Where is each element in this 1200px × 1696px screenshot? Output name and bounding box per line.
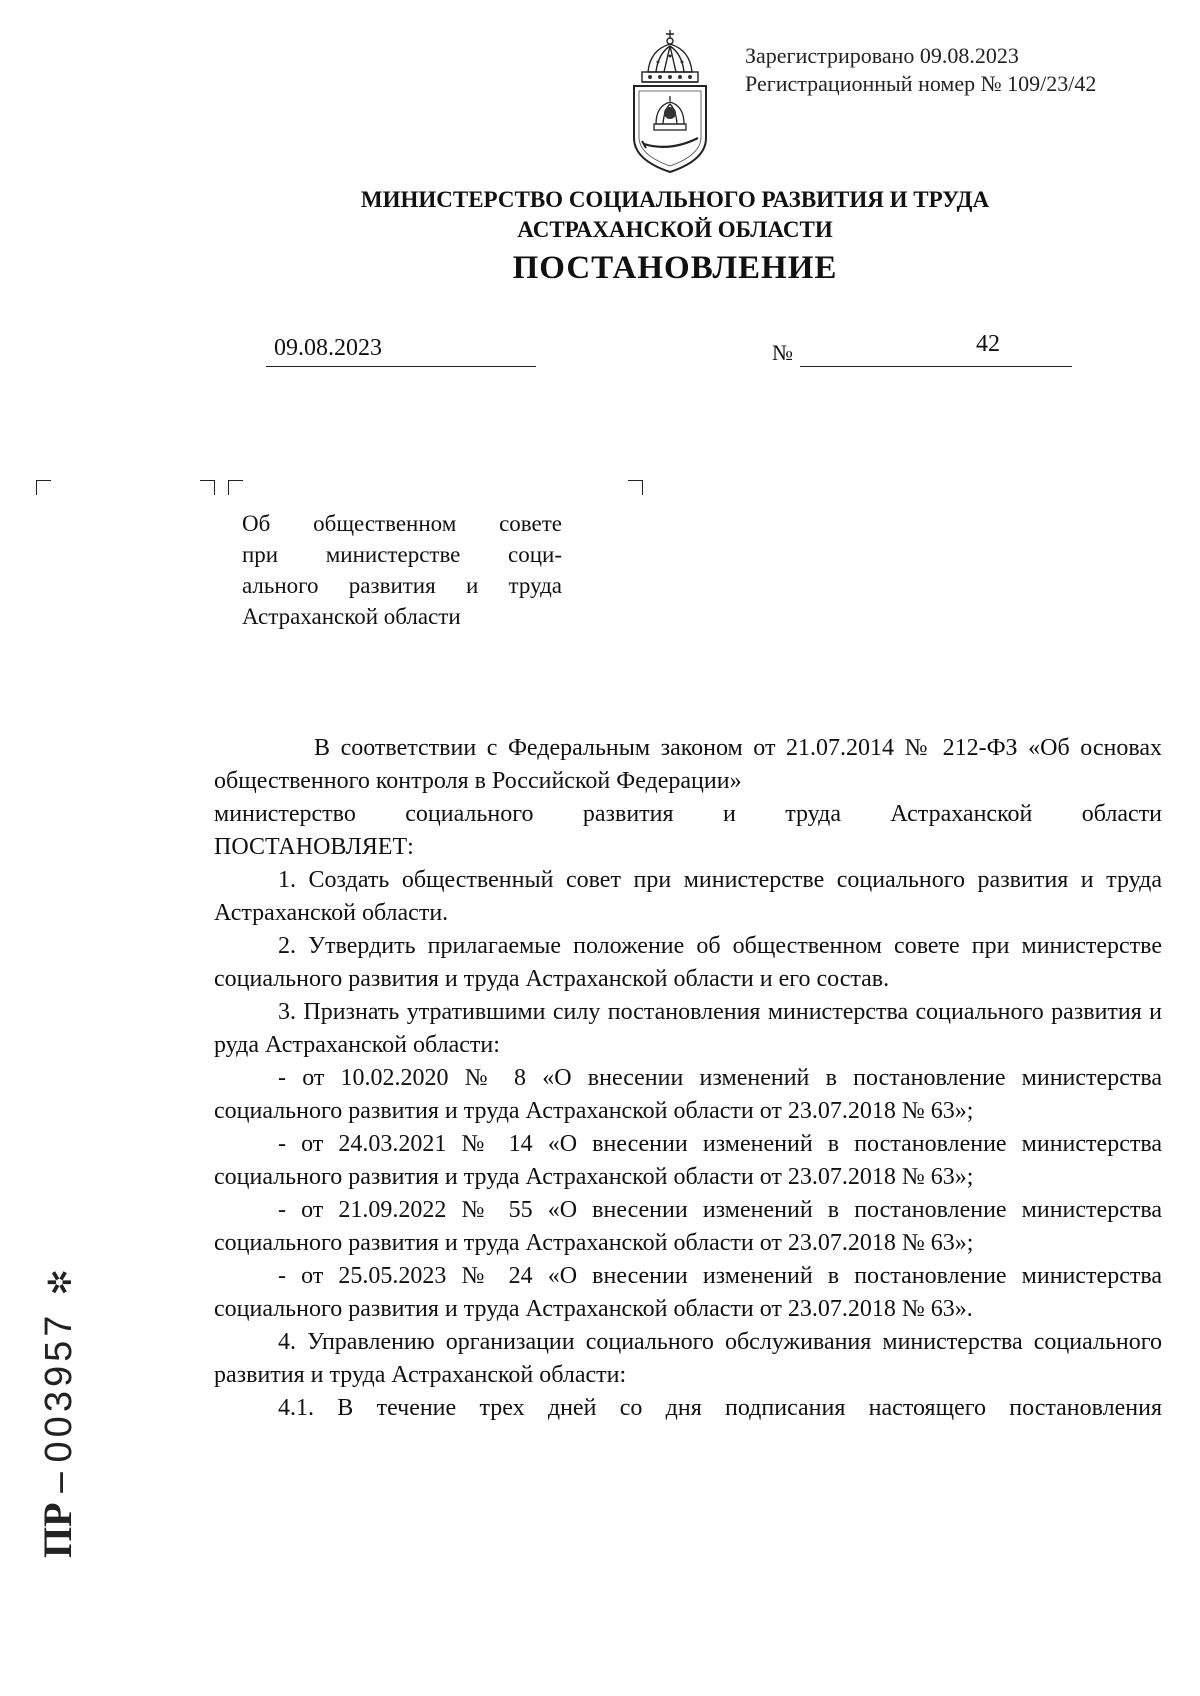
preamble: В соответствии с Федеральным законом от 21.07.2014 № 212-ФЗ «Об основах общественного контроля в Российской Федерации»	[214, 735, 1162, 794]
registration-stamp	[745, 42, 1096, 98]
corner-mark-mid-left	[228, 480, 243, 495]
asterisk-icon: ✲	[42, 1268, 78, 1296]
clause-3-sub-3: - от 21.09.2022 № 55 «О внесении изменений в постановление министерства социального развития и труда Астраханской области от 23.07.2018 № 63»;	[214, 1197, 1162, 1256]
clause-1: 1. Создать общественный совет при министерстве социального развития и труда Астраханской области.	[214, 867, 1162, 926]
subject-line: Об общественном совете	[242, 511, 562, 536]
registration-date: Зарегистрировано 09.08.2023	[745, 43, 1019, 68]
subject-line: ального развития и труда	[242, 573, 562, 598]
subject-line: Астраханской области	[242, 604, 461, 629]
clause-4-1: 4.1. В течение трех дней со дня подписания настоящего постановления	[278, 1395, 1162, 1421]
clause-4: 4. Управлению организации социального обслуживания министерства социального развития и труда Астраханской области:	[214, 1329, 1162, 1388]
ministry-name-line2: АСТРАХАНСКОЙ ОБЛАСТИ	[517, 217, 833, 242]
subject-line: при министерстве соци-	[242, 542, 562, 567]
clause-3-sub-1: - от 10.02.2020 № 8 «О внесении изменений в постановление министерства социального развития и труда Астраханской области от 23.07.2018 № 63»;	[214, 1065, 1162, 1124]
date-field	[266, 330, 536, 367]
clause-3-sub-4: - от 25.05.2023 № 24 «О внесении изменений в постановление министерства социального развития и труда Астраханской области от 23.07.2018 № 63».	[214, 1263, 1162, 1322]
serial-stamp	[34, 1269, 81, 1558]
ministry-name	[200, 185, 1150, 245]
ministry-name-line1: МИНИСТЕРСТВО СОЦИАЛЬНОГО РАЗВИТИЯ И ТРУДА	[360, 187, 990, 212]
document-body	[214, 732, 1162, 1425]
document-number: 42	[976, 331, 1000, 357]
document-subject	[242, 508, 562, 632]
corner-mark-right	[628, 480, 643, 495]
number-field	[800, 330, 1072, 367]
serial-prefix: ПР –	[35, 1472, 80, 1558]
document-type: ПОСТАНОВЛЕНИЕ	[512, 250, 838, 286]
clause-2: 2. Утвердить прилагаемые положение об общественном совете при министерстве социального развития и труда Астраханской области и его состав.	[214, 933, 1162, 992]
clause-3-sub-2: - от 24.03.2021 № 14 «О внесении изменений в постановление министерства социального развития и труда Астраханской области от 23.07.2018 № 63»;	[214, 1131, 1162, 1190]
corner-mark-mid-right	[200, 480, 215, 495]
coat-of-arms-icon	[628, 28, 712, 174]
clause-3: 3. Признать утратившими силу постановления министерства социального развития и руда Астраханской области:	[214, 999, 1162, 1058]
decree-word: ПОСТАНОВЛЯЕТ:	[214, 834, 414, 860]
number-sign: №	[772, 340, 793, 365]
serial-number: 003957	[38, 1311, 80, 1463]
preamble-subject: министерство социального развития и труда Астраханской области	[214, 801, 1162, 827]
corner-mark-left	[36, 480, 51, 495]
registration-number: Регистрационный номер № 109/23/42	[745, 71, 1097, 96]
document-date: 09.08.2023	[274, 335, 382, 361]
